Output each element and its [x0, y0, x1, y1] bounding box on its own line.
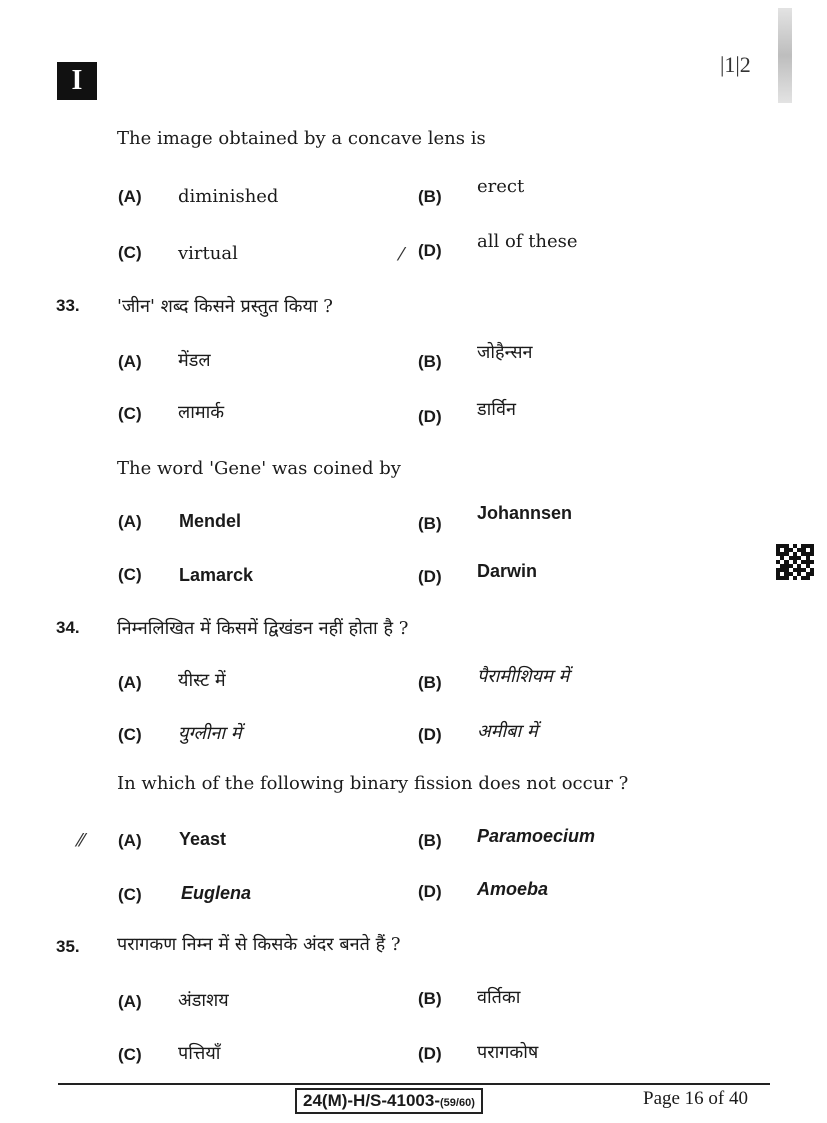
option-label: (D) — [418, 882, 442, 901]
option-label: (A) — [118, 673, 142, 692]
option-text: Euglena — [181, 883, 252, 903]
question-stem-hi: निम्नलिखित में किसमें द्विखंडन नहीं होता है ? — [117, 618, 409, 639]
option-text: all of these — [477, 231, 578, 252]
option-text: यीस्ट में — [178, 670, 226, 691]
section-badge — [57, 62, 97, 100]
option-text: लामार्क — [178, 402, 225, 423]
option-label: (A) — [118, 187, 142, 206]
option-text: Yeast — [179, 829, 227, 849]
question-number: 35. — [56, 937, 80, 956]
option-text: Darwin — [477, 561, 538, 581]
paper-code-set: (59/60) — [440, 1097, 475, 1109]
handwritten-stamp: |1|2 — [720, 52, 751, 77]
option-label: (C) — [118, 243, 142, 262]
option-text: जोहैन्सन — [477, 342, 533, 363]
option-label: (D) — [418, 407, 442, 426]
option-label: (B) — [418, 989, 442, 1008]
option-text: erect — [477, 176, 525, 197]
option-label: (D) — [418, 725, 442, 744]
option-label: (B) — [418, 514, 442, 533]
question-stem-en: The word 'Gene' was coined by — [117, 458, 401, 479]
option-label: (A) — [118, 831, 142, 850]
option-text: परागकोष — [477, 1042, 539, 1063]
option-label: (B) — [418, 187, 442, 206]
option-text: वर्तिका — [477, 987, 521, 1008]
page-number: Page 16 of 40 — [643, 1088, 749, 1109]
pen-tick-mark: ⁄ — [400, 244, 404, 265]
option-label: (C) — [118, 725, 142, 744]
option-text: Lamarck — [179, 565, 254, 585]
question-number: 34. — [56, 618, 80, 637]
option-text: डार्विन — [477, 399, 516, 420]
question-stem-hi: 'जीन' शब्द किसने प्रस्तुत किया ? — [117, 296, 333, 317]
question-stem-en: In which of the following binary fission does not occur ? — [117, 773, 629, 794]
paper-code-main: 24(M)-H/S-41003- — [303, 1091, 440, 1110]
footer-rule — [58, 1083, 770, 1085]
option-label: (B) — [418, 352, 442, 371]
option-label: (A) — [118, 512, 142, 531]
option-text: virtual — [178, 243, 238, 264]
option-text: युग्लीना में — [178, 723, 242, 744]
section-letter: I — [71, 65, 83, 96]
option-text: Amoeba — [477, 879, 549, 899]
option-text: अंडाशय — [178, 990, 229, 1011]
option-label: (B) — [418, 831, 442, 850]
option-label: (C) — [118, 1045, 142, 1064]
option-label: (C) — [118, 885, 142, 904]
option-text: पैरामीशियम में — [477, 666, 570, 687]
option-text: मेंडल — [178, 350, 211, 371]
scan-artifact — [778, 8, 792, 103]
option-label: (D) — [418, 1044, 442, 1063]
option-label: (C) — [118, 404, 142, 423]
question-number: 33. — [56, 296, 80, 315]
option-label: (B) — [418, 673, 442, 692]
option-text: Paramoecium — [477, 826, 596, 846]
option-text: Mendel — [179, 511, 242, 531]
question-stem-hi: परागकण निम्न में से किसके अंदर बनते हैं ? — [117, 934, 401, 955]
option-text: diminished — [178, 186, 279, 207]
qr-code-icon — [776, 544, 814, 580]
option-text: Johannsen — [477, 503, 573, 523]
option-label: (A) — [118, 352, 142, 371]
option-label: (D) — [418, 567, 442, 586]
paper-code — [295, 1088, 483, 1114]
option-label: (A) — [118, 992, 142, 1011]
pen-tick-mark: ⁄⁄ — [78, 830, 85, 851]
question-stem-en: The image obtained by a concave lens is — [117, 128, 486, 149]
option-text: अमीबा में — [477, 721, 538, 742]
option-label: (D) — [418, 241, 442, 260]
option-label: (C) — [118, 565, 142, 584]
option-text: पत्तियाँ — [178, 1043, 221, 1064]
